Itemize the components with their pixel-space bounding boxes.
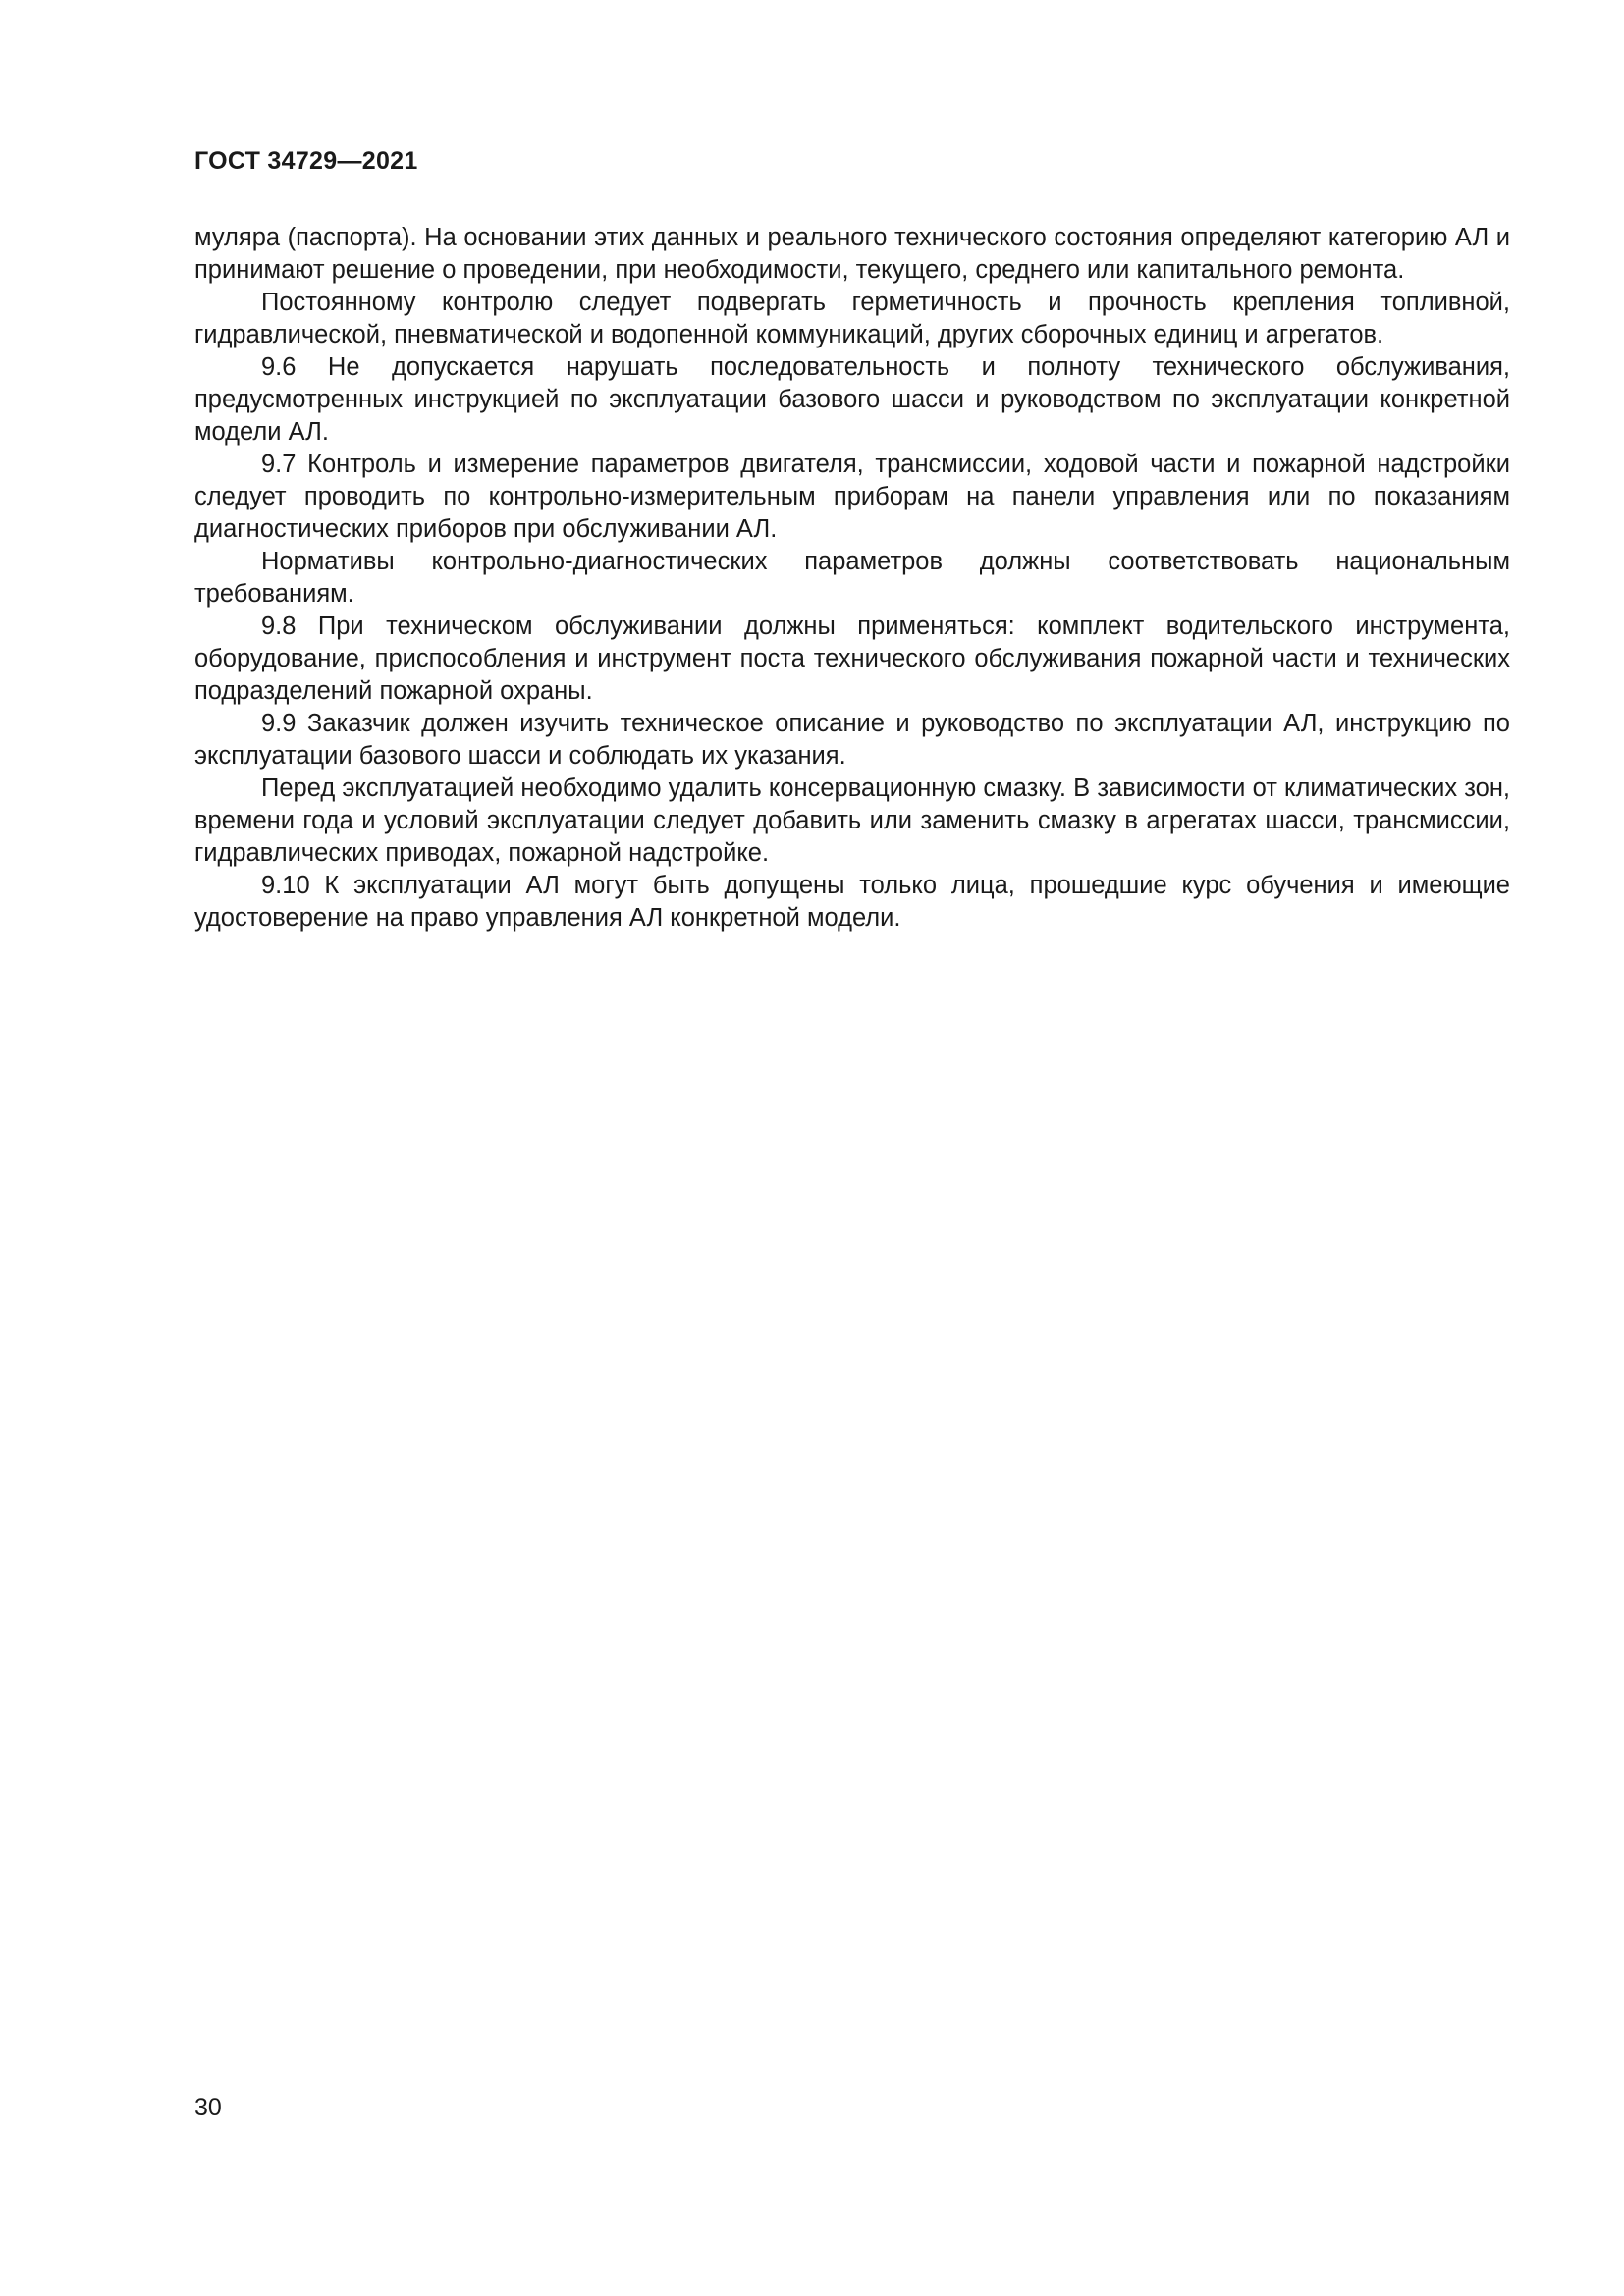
paragraph-9-7: 9.7 Контроль и измерение параметров двигателя, трансмиссии, ходовой части и пожарной надстройки следует проводить по контрольно-измерительным приборам на панели управления или по показаниям диагностических приборов при обслуживании АЛ. — [194, 451, 1510, 543]
body-text — [194, 222, 1510, 934]
document-code-header: ГОСТ 34729—2021 — [194, 147, 418, 175]
paragraph-continued: муляра (паспорта). На основании этих данных и реального технического состояния определяют категорию АЛ и принимают решение о проведении, при необходимости, текущего, среднего или капитального ремонта. — [194, 224, 1510, 284]
paragraph-norms: Нормативы контрольно-диагностических параметров должны соответствовать национальным требованиям. — [194, 548, 1510, 608]
paragraph-constant-control: Постоянному контролю следует подвергать герметичность и прочность крепления топливной, гидравлической, пневматической и водопенной коммуникаций, других сборочных единиц и агрегатов. — [194, 289, 1510, 348]
paragraph-9-8: 9.8 При техническом обслуживании должны применяться: комплект водительского инструмента, оборудование, приспособления и инструмент поста технического обслуживания пожарной части и технических подразделений пожарной охраны. — [194, 613, 1510, 705]
paragraph-9-10: 9.10 К эксплуатации АЛ могут быть допущены только лица, прошедшие курс обучения и имеющие удостоверение на право управления АЛ конкретной модели. — [194, 872, 1510, 932]
paragraph-9-6: 9.6 Не допускается нарушать последовательность и полноту технического обслуживания, предусмотренных инструкцией по эксплуатации базового шасси и руководством по эксплуатации конкретной модели АЛ. — [194, 353, 1510, 446]
paragraph-9-9: 9.9 Заказчик должен изучить техническое описание и руководство по эксплуатации АЛ, инструкцию по эксплуатации базового шасси и соблюдать их указания. — [194, 710, 1510, 770]
page-number: 30 — [194, 2094, 222, 2121]
paragraph-lubricant: Перед эксплуатацией необходимо удалить консервационную смазку. В зависимости от климатических зон, времени года и условий эксплуатации следует добавить или заменить смазку в агрегатах шасси, трансмиссии, гидравлических приводах, пожарной надстройке. — [194, 774, 1510, 867]
